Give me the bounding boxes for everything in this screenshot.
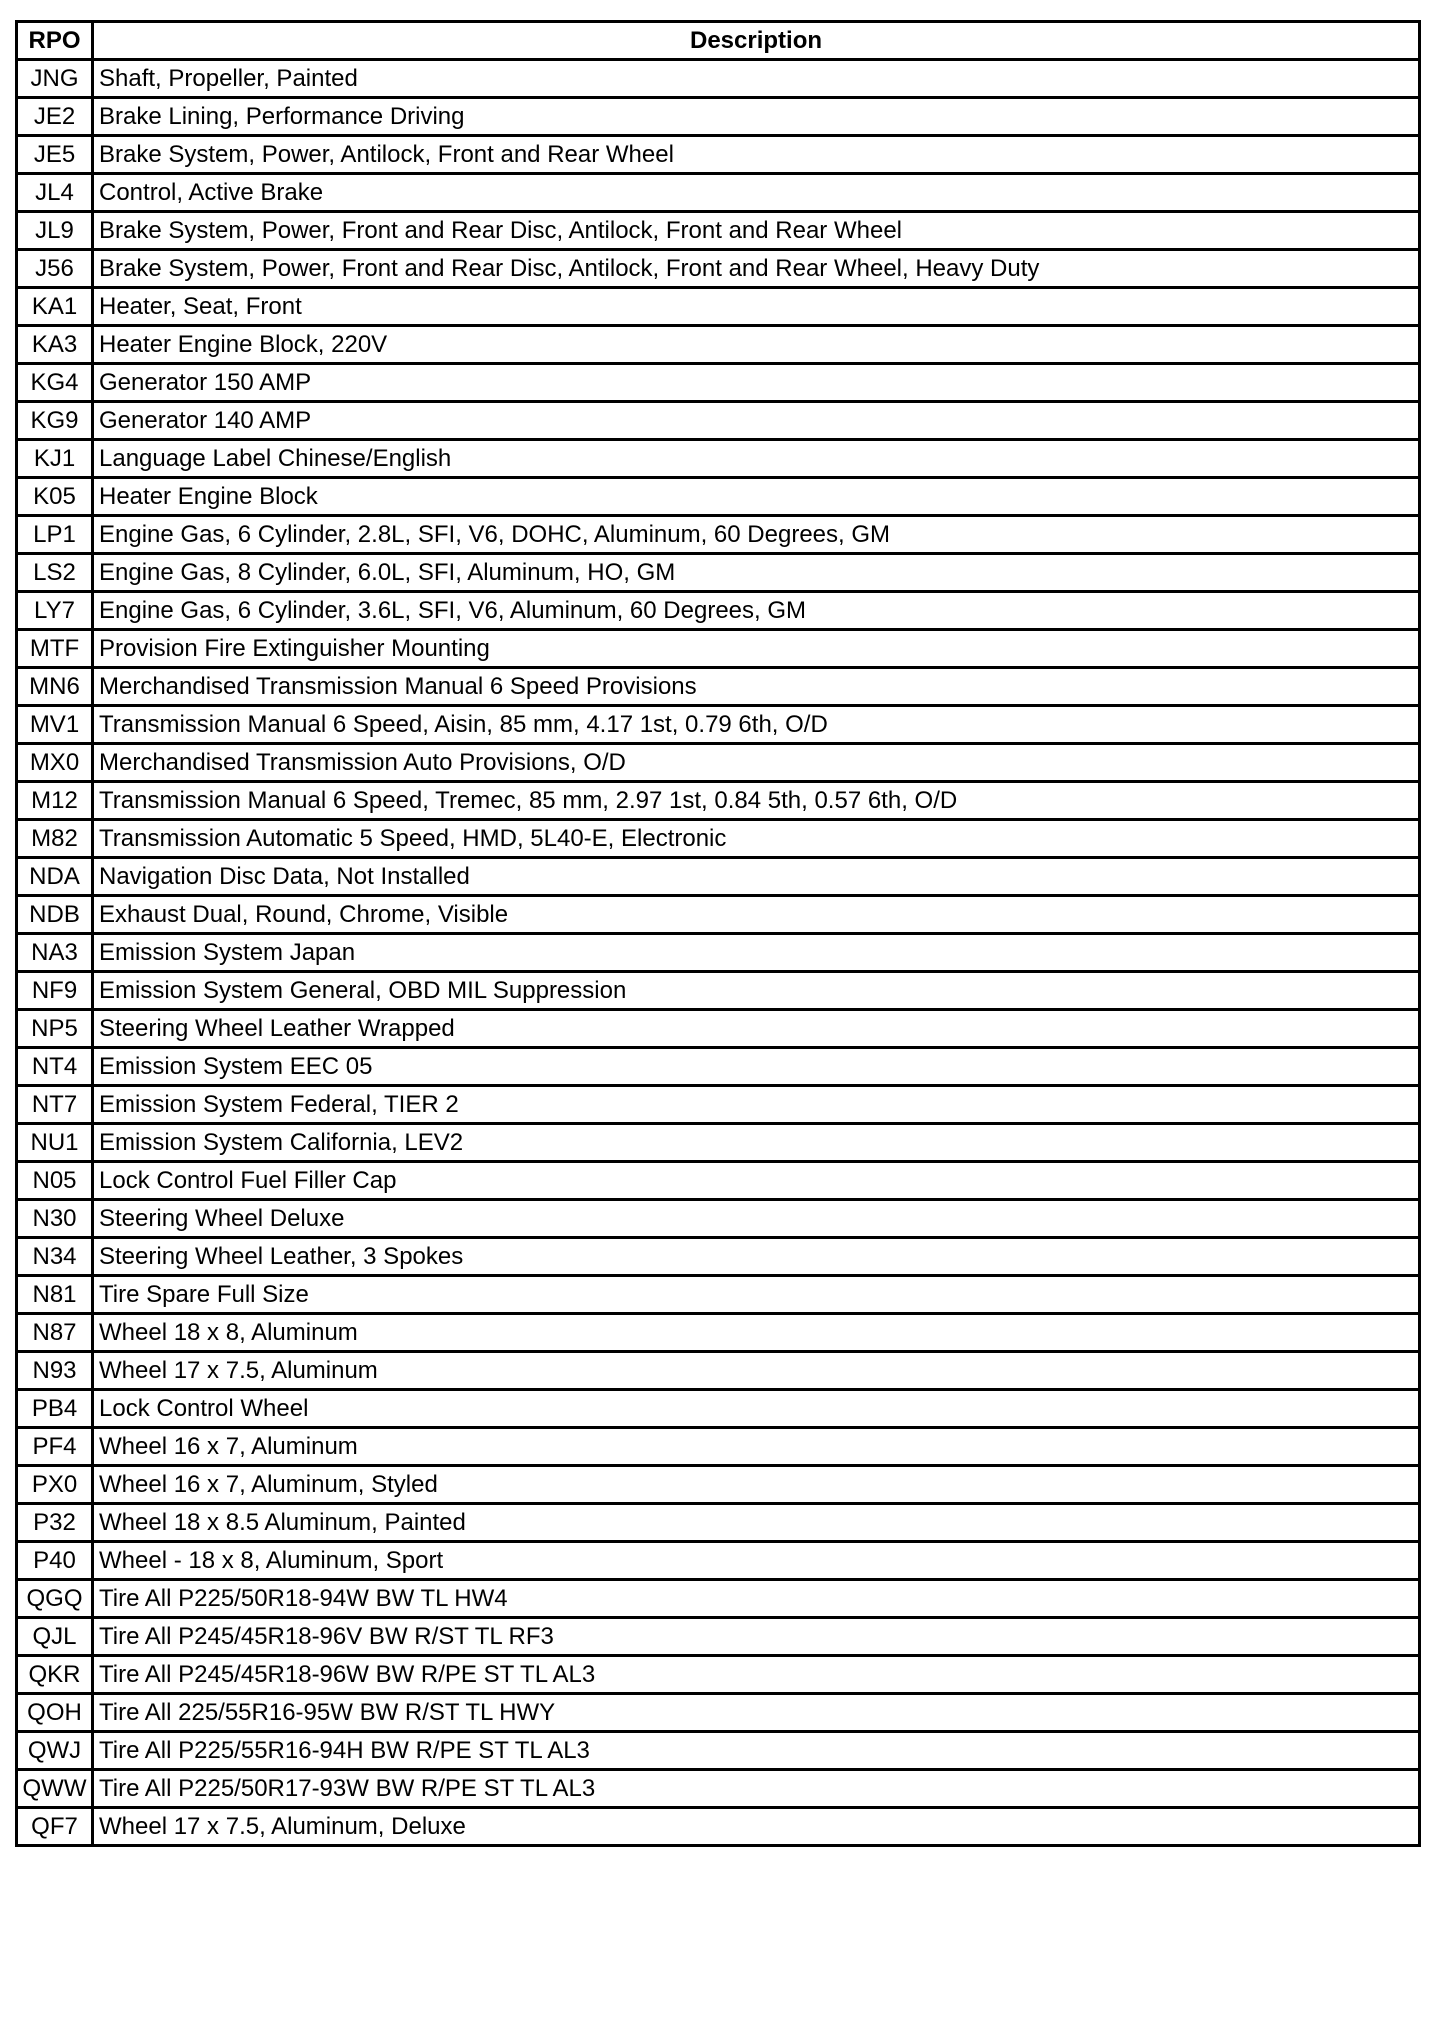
table-row [17,1466,1420,1504]
rpo-code-cell: PX0 [17,1466,93,1504]
table-row [17,630,1420,668]
description-cell: Tire All P245/45R18-96V BW R/ST TL RF3 [93,1618,1420,1656]
rpo-code-cell: P40 [17,1542,93,1580]
description-cell: Brake System, Power, Front and Rear Disc, Antilock, Front and Rear Wheel, Heavy Duty [93,250,1420,288]
description-cell: Brake System, Power, Front and Rear Disc, Antilock, Front and Rear Wheel [93,212,1420,250]
table-row [17,1238,1420,1276]
description-cell: Transmission Manual 6 Speed, Aisin, 85 mm, 4.17 1st, 0.79 6th, O/D [93,706,1420,744]
description-cell: Engine Gas, 6 Cylinder, 2.8L, SFI, V6, DOHC, Aluminum, 60 Degrees, GM [93,516,1420,554]
rpo-code-cell: LS2 [17,554,93,592]
table-row [17,1580,1420,1618]
table-header [17,22,1420,60]
table-row [17,1504,1420,1542]
table-row [17,326,1420,364]
description-cell: Steering Wheel Leather, 3 Spokes [93,1238,1420,1276]
description-cell: Navigation Disc Data, Not Installed [93,858,1420,896]
description-cell: Lock Control Fuel Filler Cap [93,1162,1420,1200]
rpo-code-cell: NP5 [17,1010,93,1048]
description-cell: Transmission Manual 6 Speed, Tremec, 85 mm, 2.97 1st, 0.84 5th, 0.57 6th, O/D [93,782,1420,820]
rpo-code-cell: JE2 [17,98,93,136]
rpo-code-cell: MTF [17,630,93,668]
description-cell: Emission System EEC 05 [93,1048,1420,1086]
table-row [17,668,1420,706]
rpo-code-cell: NDB [17,896,93,934]
rpo-code-cell: QKR [17,1656,93,1694]
rpo-code-cell: QWJ [17,1732,93,1770]
rpo-code-cell: QWW [17,1770,93,1808]
rpo-code-cell: KG4 [17,364,93,402]
description-cell: Engine Gas, 8 Cylinder, 6.0L, SFI, Aluminum, HO, GM [93,554,1420,592]
rpo-code-cell: NT4 [17,1048,93,1086]
rpo-code-cell: MN6 [17,668,93,706]
table-row [17,554,1420,592]
rpo-code-cell: QOH [17,1694,93,1732]
table-row [17,1428,1420,1466]
table-row [17,364,1420,402]
rpo-code-cell: N30 [17,1200,93,1238]
description-cell: Tire All P225/55R16-94H BW R/PE ST TL AL3 [93,1732,1420,1770]
rpo-code-cell: J56 [17,250,93,288]
description-cell: Generator 150 AMP [93,364,1420,402]
table-row [17,1124,1420,1162]
table-row [17,1352,1420,1390]
rpo-code-cell: QGQ [17,1580,93,1618]
rpo-code-cell: QJL [17,1618,93,1656]
table-body [17,60,1420,1846]
table-row [17,1390,1420,1428]
table-row [17,1162,1420,1200]
rpo-code-cell: LP1 [17,516,93,554]
table-row [17,1200,1420,1238]
rpo-code-cell: N93 [17,1352,93,1390]
table-row [17,896,1420,934]
rpo-code-cell: N81 [17,1276,93,1314]
table-row [17,60,1420,98]
description-cell: Emission System California, LEV2 [93,1124,1420,1162]
description-cell: Tire All P225/50R17-93W BW R/PE ST TL AL3 [93,1770,1420,1808]
rpo-code-cell: KJ1 [17,440,93,478]
rpo-code-cell: LY7 [17,592,93,630]
rpo-code-cell: M12 [17,782,93,820]
description-cell: Language Label Chinese/English [93,440,1420,478]
rpo-code-cell: N05 [17,1162,93,1200]
description-cell: Merchandised Transmission Auto Provisions, O/D [93,744,1420,782]
table-row [17,1542,1420,1580]
rpo-code-cell: JL9 [17,212,93,250]
description-cell: Tire All 225/55R16-95W BW R/ST TL HWY [93,1694,1420,1732]
description-cell: Steering Wheel Deluxe [93,1200,1420,1238]
table-row [17,592,1420,630]
description-cell: Heater, Seat, Front [93,288,1420,326]
rpo-code-cell: PB4 [17,1390,93,1428]
table-row [17,516,1420,554]
table-row [17,972,1420,1010]
table-row [17,98,1420,136]
description-cell: Wheel - 18 x 8, Aluminum, Sport [93,1542,1420,1580]
rpo-code-cell: K05 [17,478,93,516]
rpo-code-cell: JNG [17,60,93,98]
rpo-table [15,20,1421,1847]
rpo-code-cell: MX0 [17,744,93,782]
description-cell: Lock Control Wheel [93,1390,1420,1428]
rpo-column-header: RPO [17,22,93,60]
rpo-code-cell: PF4 [17,1428,93,1466]
table-row [17,212,1420,250]
rpo-code-cell: NT7 [17,1086,93,1124]
table-row [17,1732,1420,1770]
description-cell: Wheel 18 x 8.5 Aluminum, Painted [93,1504,1420,1542]
description-cell: Wheel 17 x 7.5, Aluminum, Deluxe [93,1808,1420,1846]
description-cell: Emission System Federal, TIER 2 [93,1086,1420,1124]
rpo-code-cell: NA3 [17,934,93,972]
table-row [17,934,1420,972]
table-row [17,1048,1420,1086]
description-cell: Engine Gas, 6 Cylinder, 3.6L, SFI, V6, Aluminum, 60 Degrees, GM [93,592,1420,630]
table-row [17,250,1420,288]
table-row [17,858,1420,896]
description-cell: Shaft, Propeller, Painted [93,60,1420,98]
table-row [17,1276,1420,1314]
rpo-code-cell: KG9 [17,402,93,440]
table-row [17,402,1420,440]
description-cell: Emission System General, OBD MIL Suppression [93,972,1420,1010]
description-cell: Brake Lining, Performance Driving [93,98,1420,136]
rpo-code-cell: NDA [17,858,93,896]
description-cell: Heater Engine Block [93,478,1420,516]
rpo-code-cell: JL4 [17,174,93,212]
rpo-code-cell: M82 [17,820,93,858]
description-cell: Wheel 17 x 7.5, Aluminum [93,1352,1420,1390]
rpo-code-cell: KA3 [17,326,93,364]
description-cell: Transmission Automatic 5 Speed, HMD, 5L40-E, Electronic [93,820,1420,858]
description-column-header: Description [93,22,1420,60]
table-row [17,820,1420,858]
rpo-code-cell: NF9 [17,972,93,1010]
description-cell: Tire All P225/50R18-94W BW TL HW4 [93,1580,1420,1618]
description-cell: Generator 140 AMP [93,402,1420,440]
table-row [17,1010,1420,1048]
table-row [17,478,1420,516]
description-cell: Tire Spare Full Size [93,1276,1420,1314]
rpo-code-cell: JE5 [17,136,93,174]
description-cell: Tire All P245/45R18-96W BW R/PE ST TL AL3 [93,1656,1420,1694]
header-row [17,22,1420,60]
table-row [17,782,1420,820]
rpo-code-cell: P32 [17,1504,93,1542]
table-row [17,1618,1420,1656]
table-row [17,1694,1420,1732]
description-cell: Wheel 16 x 7, Aluminum, Styled [93,1466,1420,1504]
description-cell: Control, Active Brake [93,174,1420,212]
table-row [17,1808,1420,1846]
table-row [17,1086,1420,1124]
rpo-code-cell: QF7 [17,1808,93,1846]
table-row [17,1314,1420,1352]
table-row [17,288,1420,326]
description-cell: Steering Wheel Leather Wrapped [93,1010,1420,1048]
table-row [17,744,1420,782]
rpo-code-cell: NU1 [17,1124,93,1162]
description-cell: Heater Engine Block, 220V [93,326,1420,364]
description-cell: Wheel 18 x 8, Aluminum [93,1314,1420,1352]
table-row [17,136,1420,174]
rpo-code-cell: N87 [17,1314,93,1352]
description-cell: Brake System, Power, Antilock, Front and Rear Wheel [93,136,1420,174]
description-cell: Emission System Japan [93,934,1420,972]
table-row [17,1770,1420,1808]
description-cell: Exhaust Dual, Round, Chrome, Visible [93,896,1420,934]
description-cell: Merchandised Transmission Manual 6 Speed Provisions [93,668,1420,706]
table-row [17,174,1420,212]
table-row [17,1656,1420,1694]
rpo-code-cell: KA1 [17,288,93,326]
description-cell: Wheel 16 x 7, Aluminum [93,1428,1420,1466]
table-row [17,440,1420,478]
rpo-code-cell: MV1 [17,706,93,744]
rpo-code-cell: N34 [17,1238,93,1276]
table-row [17,706,1420,744]
description-cell: Provision Fire Extinguisher Mounting [93,630,1420,668]
